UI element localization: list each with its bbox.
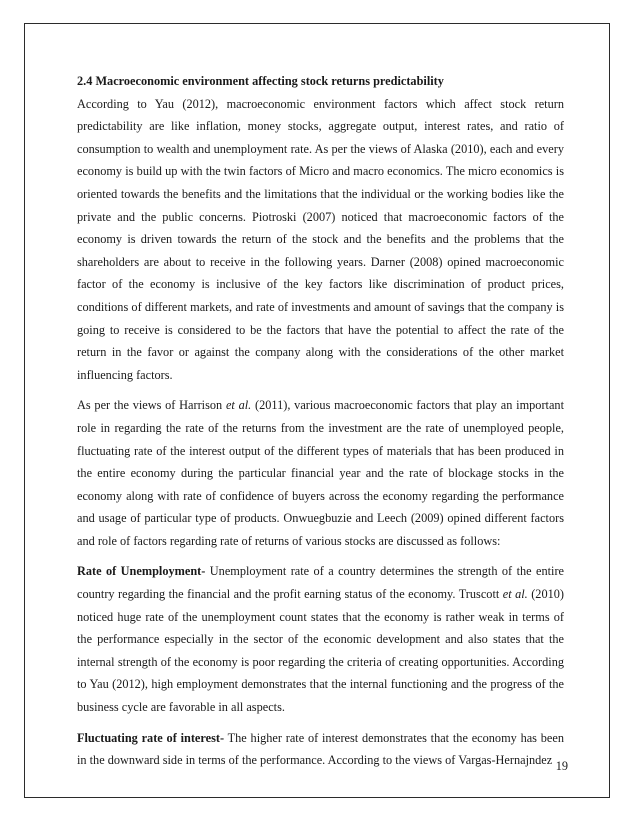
paragraph-harrison xyxy=(77,394,564,552)
subheading-fluctuating-rate-of-interest: Fluctuating rate of interest- xyxy=(77,730,225,745)
paragraph-text: (2011), various macroeconomic factors that play an important role in regarding the rate of the returns from the investment are the rate of unemployed people, fluctuating rate of the interest output of the different types of materials that has been produced in the entire economy during the particular financial year and the rate of blockage stocks in the economy along with rate of confidence of buyers across the economy regarding the performance and usage of particular type of products. Onwuegbuzie and Leech (2009) opined different factors and role of factors regarding rate of returns of various stocks are discussed as follows: xyxy=(77,398,564,548)
paragraph-interest-rate xyxy=(77,727,564,772)
et-al-italic: et al. xyxy=(225,398,252,413)
paragraph-unemployment xyxy=(77,560,564,718)
paragraph-text: The higher rate of interest demonstrates that the economy has been in the downward side in terms of the performance. According to the views of Vargas-Hernajndez xyxy=(77,730,564,768)
document-body xyxy=(77,70,564,772)
section-heading: 2.4 Macroeconomic environment affecting stock returns predictability xyxy=(77,74,444,88)
page-number: 19 xyxy=(555,759,568,773)
paragraph-macroeconomic-factors: According to Yau (2012), macroeconomic environment factors which affect stock return predictability are like inflation, money stocks, aggregate output, interest rates, and ratio of consumption to wealth and unemployment rate. As per the views of Alaska (2010), each and every economy is build up with the twin factors of Micro and macro economics. The micro economics is oriented towards the benefits and the limitations that the individual or the working bodies like the private and the public concerns. Piotroski (2007) noticed that macroeconomic factors of the economy is driven towards the return of the stock and the benefits and the problems that the shareholders are about to receive in the following years. Darner (2008) opined macroeconomic factor of the economy is inclusive of the key factors like discrimination of product prices, conditions of different markets, and rate of investments and amount of savings that the company is going to receive is considered to be the factors that have the potential to affect the rate of the return in the favor or against the company along with the considerations of the other market influencing factors. xyxy=(77,96,564,382)
paragraph-text: As per the views of Harrison xyxy=(77,398,226,413)
subheading-rate-of-unemployment: Rate of Unemployment- xyxy=(77,564,206,579)
et-al-italic: et al. xyxy=(502,587,528,602)
paragraph-text: Unemployment rate of a country determines the strength of the entire country regarding the financial and the profit earning status of the economy. Truscott xyxy=(77,564,564,602)
paragraph-text: (2010) noticed huge rate of the unemployment count states that the economy is rather weak in terms of the performance especially in the sector of the economic development and also states that the internal strength of the economy is poor regarding the criteria of creating opportunities. According to Yau (2012), high employment demonstrates that the internal functioning and the progress of the business cycle are favorable in all aspects. xyxy=(77,587,564,715)
